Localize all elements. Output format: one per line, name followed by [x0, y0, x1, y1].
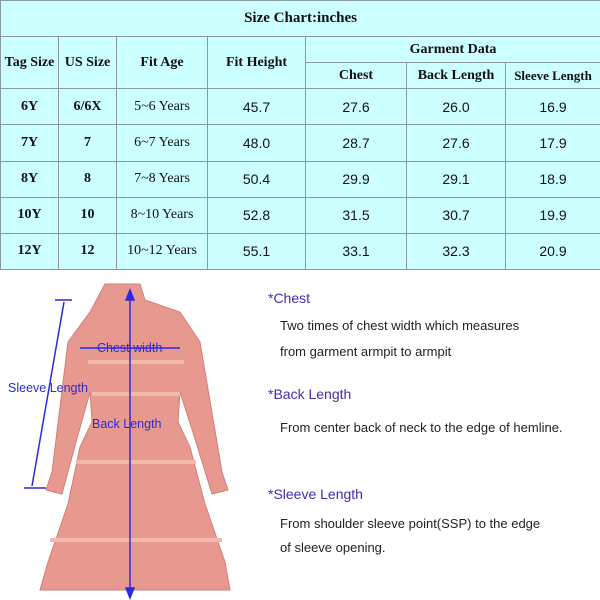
note-sleeve-line: From shoulder sleeve point(SSP) to the edge	[280, 516, 541, 531]
header-fit-age: Fit Age	[117, 37, 208, 89]
cell-tag: 12Y	[1, 233, 59, 269]
size-chart-table	[0, 0, 600, 270]
sleeve-length-label: Sleeve Length	[8, 381, 88, 395]
table-row	[1, 197, 600, 233]
header-garment-data: Garment Data	[306, 37, 600, 63]
cell-tag: 10Y	[1, 197, 59, 233]
cell-us: 6/6X	[59, 89, 117, 125]
note-chest-heading: *Chest	[268, 290, 311, 306]
cell-tag: 6Y	[1, 89, 59, 125]
cell-sleeve: 16.9	[506, 89, 600, 125]
cell-height: 50.4	[208, 161, 306, 197]
dress-illustration	[40, 284, 230, 590]
note-chest-line: from garment armpit to armpit	[280, 344, 452, 359]
cell-age: 7~8 Years	[117, 161, 208, 197]
cell-height: 48.0	[208, 125, 306, 161]
cell-tag: 8Y	[1, 161, 59, 197]
table-row	[1, 161, 600, 197]
table-title: Size Chart:inches	[1, 1, 600, 37]
cell-height: 52.8	[208, 197, 306, 233]
cell-us: 7	[59, 125, 117, 161]
note-sleeve-heading: *Sleeve Length	[268, 486, 363, 502]
back-length-label: Back Length	[92, 417, 162, 431]
cell-age: 10~12 Years	[117, 233, 208, 269]
cell-chest: 28.7	[306, 125, 407, 161]
cell-age: 5~6 Years	[117, 89, 208, 125]
cell-chest: 31.5	[306, 197, 407, 233]
cell-us: 12	[59, 233, 117, 269]
note-back-line: From center back of neck to the edge of hemline.	[280, 420, 563, 435]
table-row	[1, 89, 600, 125]
note-back-heading: *Back Length	[268, 386, 352, 402]
cell-age: 8~10 Years	[117, 197, 208, 233]
header-tag-size: Tag Size	[1, 37, 59, 89]
cell-sleeve: 18.9	[506, 161, 600, 197]
cell-us: 8	[59, 161, 117, 197]
table-row	[1, 233, 600, 269]
cell-us: 10	[59, 197, 117, 233]
cell-tag: 7Y	[1, 125, 59, 161]
cell-back: 32.3	[407, 233, 506, 269]
cell-chest: 27.6	[306, 89, 407, 125]
note-chest-line: Two times of chest width which measures	[280, 318, 520, 333]
cell-chest: 33.1	[306, 233, 407, 269]
cell-sleeve: 19.9	[506, 197, 600, 233]
cell-chest: 29.9	[306, 161, 407, 197]
cell-age: 6~7 Years	[117, 125, 208, 161]
chest-width-label: Chest width	[97, 341, 163, 355]
note-sleeve-line: of sleeve opening.	[280, 540, 386, 555]
cell-back: 27.6	[407, 125, 506, 161]
header-back-length: Back Length	[407, 63, 506, 89]
dress-diagram	[0, 272, 262, 600]
cell-back: 30.7	[407, 197, 506, 233]
table-row	[1, 125, 600, 161]
cell-height: 45.7	[208, 89, 306, 125]
cell-back: 26.0	[407, 89, 506, 125]
header-us-size: US Size	[59, 37, 117, 89]
cell-sleeve: 17.9	[506, 125, 600, 161]
cell-height: 55.1	[208, 233, 306, 269]
header-chest: Chest	[306, 63, 407, 89]
header-fit-height: Fit Height	[208, 37, 306, 89]
cell-sleeve: 20.9	[506, 233, 600, 269]
cell-back: 29.1	[407, 161, 506, 197]
header-sleeve-length: Sleeve Length	[506, 63, 600, 89]
